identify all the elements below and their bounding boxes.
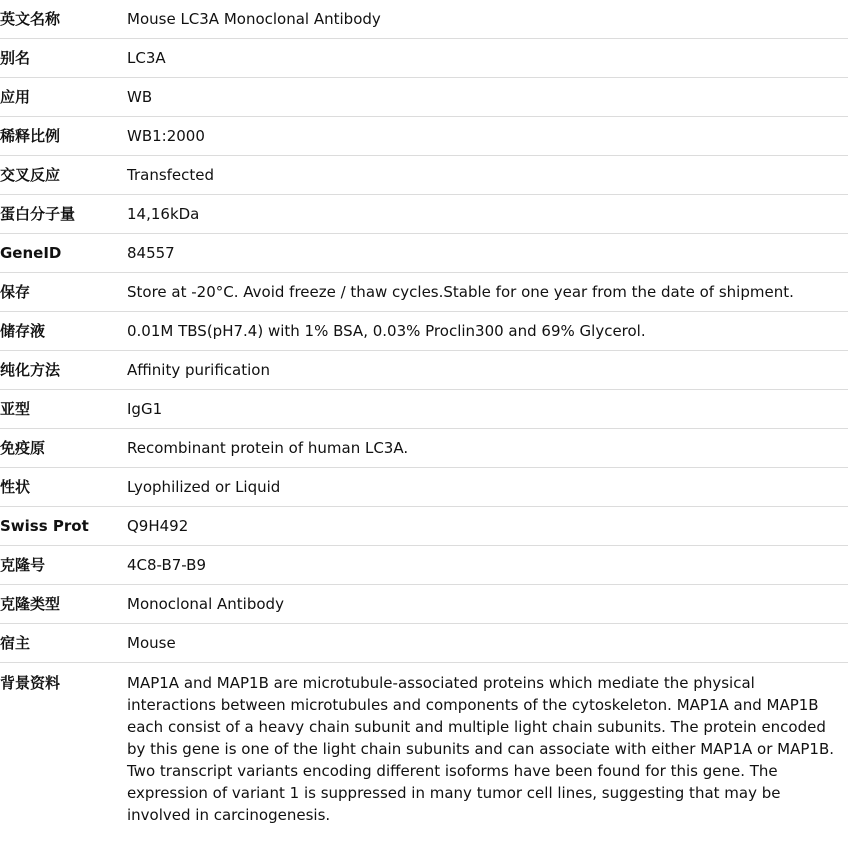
value-background: MAP1A and MAP1B are microtubule-associated proteins which mediate the physical interactions between microtubules and components of the cytoskeleton. MAP1A and MAP1B each consist of a heavy chain subunit and multiple light chain subunits. The protein encoded by this gene is one of the light chain subunits and can associate with either MAP1A or MAP1B. Two transcript variants encoding different isoforms have been found for this gene. The expression of variant 1 is suppressed in many tumor cell lines, suggesting that may be involved in carcinogenesis. bbox=[127, 674, 834, 824]
label-purification: 纯化方法 bbox=[0, 351, 127, 390]
value-form: Lyophilized or Liquid bbox=[127, 468, 848, 507]
value-swiss-prot: Q9H492 bbox=[127, 507, 848, 546]
row-english-name bbox=[0, 0, 848, 39]
row-immunogen bbox=[0, 429, 848, 468]
label-clone-number: 克隆号 bbox=[0, 546, 127, 585]
value-immunogen: Recombinant protein of human LC3A. bbox=[127, 429, 848, 468]
row-form bbox=[0, 468, 848, 507]
row-application bbox=[0, 78, 848, 117]
value-alias: LC3A bbox=[127, 39, 848, 78]
label-gene-id: GeneID bbox=[0, 234, 127, 273]
row-clonality bbox=[0, 585, 848, 624]
label-storage: 保存 bbox=[0, 273, 127, 312]
label-isotype: 亚型 bbox=[0, 390, 127, 429]
row-host bbox=[0, 624, 848, 663]
row-purification bbox=[0, 351, 848, 390]
row-storage-buffer bbox=[0, 312, 848, 351]
row-isotype bbox=[0, 390, 848, 429]
row-storage bbox=[0, 273, 848, 312]
value-storage-buffer: 0.01M TBS(pH7.4) with 1% BSA, 0.03% Proclin300 and 69% Glycerol. bbox=[127, 312, 848, 351]
label-form: 性状 bbox=[0, 468, 127, 507]
value-isotype: IgG1 bbox=[127, 390, 848, 429]
label-dilution: 稀释比例 bbox=[0, 117, 127, 156]
label-immunogen: 免疫原 bbox=[0, 429, 127, 468]
row-dilution bbox=[0, 117, 848, 156]
label-host: 宿主 bbox=[0, 624, 127, 663]
label-english-name: 英文名称 bbox=[0, 0, 127, 39]
value-clonality: Monoclonal Antibody bbox=[127, 585, 848, 624]
label-clonality: 克隆类型 bbox=[0, 585, 127, 624]
value-application: WB bbox=[127, 78, 848, 117]
value-cross-reactivity: Transfected bbox=[127, 156, 848, 195]
row-swiss-prot bbox=[0, 507, 848, 546]
label-cross-reactivity: 交叉反应 bbox=[0, 156, 127, 195]
value-storage: Store at -20°C. Avoid freeze / thaw cycles.Stable for one year from the date of shipment. bbox=[127, 273, 848, 312]
value-host: Mouse bbox=[127, 624, 848, 663]
value-clone-number: 4C8-B7-B9 bbox=[127, 546, 848, 585]
label-application: 应用 bbox=[0, 78, 127, 117]
value-english-name: Mouse LC3A Monoclonal Antibody bbox=[127, 0, 848, 39]
label-background: 背景资料 bbox=[0, 674, 61, 692]
row-molecular-weight bbox=[0, 195, 848, 234]
value-dilution: WB1:2000 bbox=[127, 117, 848, 156]
row-background bbox=[0, 663, 848, 827]
label-alias: 别名 bbox=[0, 39, 127, 78]
value-molecular-weight: 14,16kDa bbox=[127, 195, 848, 234]
row-alias bbox=[0, 39, 848, 78]
value-purification: Affinity purification bbox=[127, 351, 848, 390]
row-clone-number bbox=[0, 546, 848, 585]
row-gene-id bbox=[0, 234, 848, 273]
label-swiss-prot: Swiss Prot bbox=[0, 507, 127, 546]
row-cross-reactivity bbox=[0, 156, 848, 195]
label-storage-buffer: 储存液 bbox=[0, 312, 127, 351]
label-molecular-weight: 蛋白分子量 bbox=[0, 195, 127, 234]
value-gene-id: 84557 bbox=[127, 234, 848, 273]
